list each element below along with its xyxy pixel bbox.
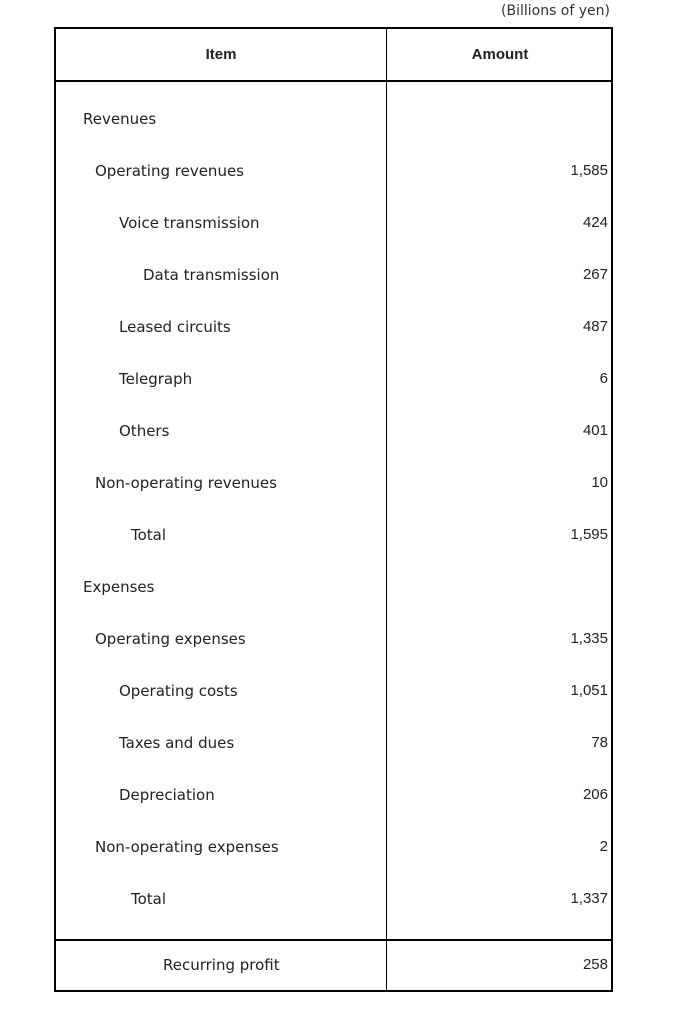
recurring-profit-row <box>56 953 611 977</box>
row-value: 487 <box>582 318 608 335</box>
income-table <box>54 27 613 992</box>
row-value: 206 <box>582 786 608 803</box>
table-row <box>56 731 611 755</box>
column-header-amount: Amount <box>471 46 529 63</box>
row-value: 10 <box>591 474 608 491</box>
row-value: 1,051 <box>570 682 608 699</box>
row-label: Total <box>131 890 167 908</box>
table-row <box>56 679 611 703</box>
row-label: Leased circuits <box>119 318 231 336</box>
row-label: Non-operating expenses <box>95 838 279 856</box>
table-row <box>56 627 611 651</box>
table-row <box>56 263 611 287</box>
table-row <box>56 315 611 339</box>
footer-divider <box>56 939 611 941</box>
table-row <box>56 523 611 547</box>
row-value: 6 <box>599 370 608 387</box>
row-label: Telegraph <box>119 370 193 388</box>
row-label: Total <box>131 526 167 544</box>
row-value: 78 <box>591 734 608 751</box>
row-label: Voice transmission <box>119 214 260 232</box>
row-value: 1,595 <box>570 526 608 543</box>
row-label: Operating expenses <box>95 630 246 648</box>
table-row <box>56 887 611 911</box>
row-label: Operating costs <box>119 682 238 700</box>
table-row <box>56 107 611 131</box>
recurring-profit-value: 258 <box>582 956 608 973</box>
table-row <box>56 159 611 183</box>
table-row <box>56 211 611 235</box>
recurring-profit-label: Recurring profit <box>163 956 280 974</box>
row-label: Non-operating revenues <box>95 474 277 492</box>
table-row <box>56 419 611 443</box>
row-label: Others <box>119 422 170 440</box>
row-value: 1,335 <box>570 630 608 647</box>
row-label: Taxes and dues <box>119 734 235 752</box>
table-row <box>56 575 611 599</box>
row-label: Data transmission <box>143 266 280 284</box>
header-divider <box>56 80 611 82</box>
row-value: 2 <box>599 838 608 855</box>
row-value: 1,585 <box>570 162 608 179</box>
table-row <box>56 835 611 859</box>
row-label: Operating revenues <box>95 162 244 180</box>
row-label: Expenses <box>83 578 155 596</box>
column-header-item: Item <box>205 46 237 63</box>
row-label: Revenues <box>83 110 157 128</box>
table-row <box>56 783 611 807</box>
table-row <box>56 471 611 495</box>
row-value: 424 <box>582 214 608 231</box>
table-row <box>56 367 611 391</box>
row-label: Depreciation <box>119 786 215 804</box>
unit-note: (Billions of yen) <box>501 3 610 19</box>
row-value: 401 <box>582 422 608 439</box>
row-value: 267 <box>582 266 608 283</box>
row-value: 1,337 <box>570 890 608 907</box>
